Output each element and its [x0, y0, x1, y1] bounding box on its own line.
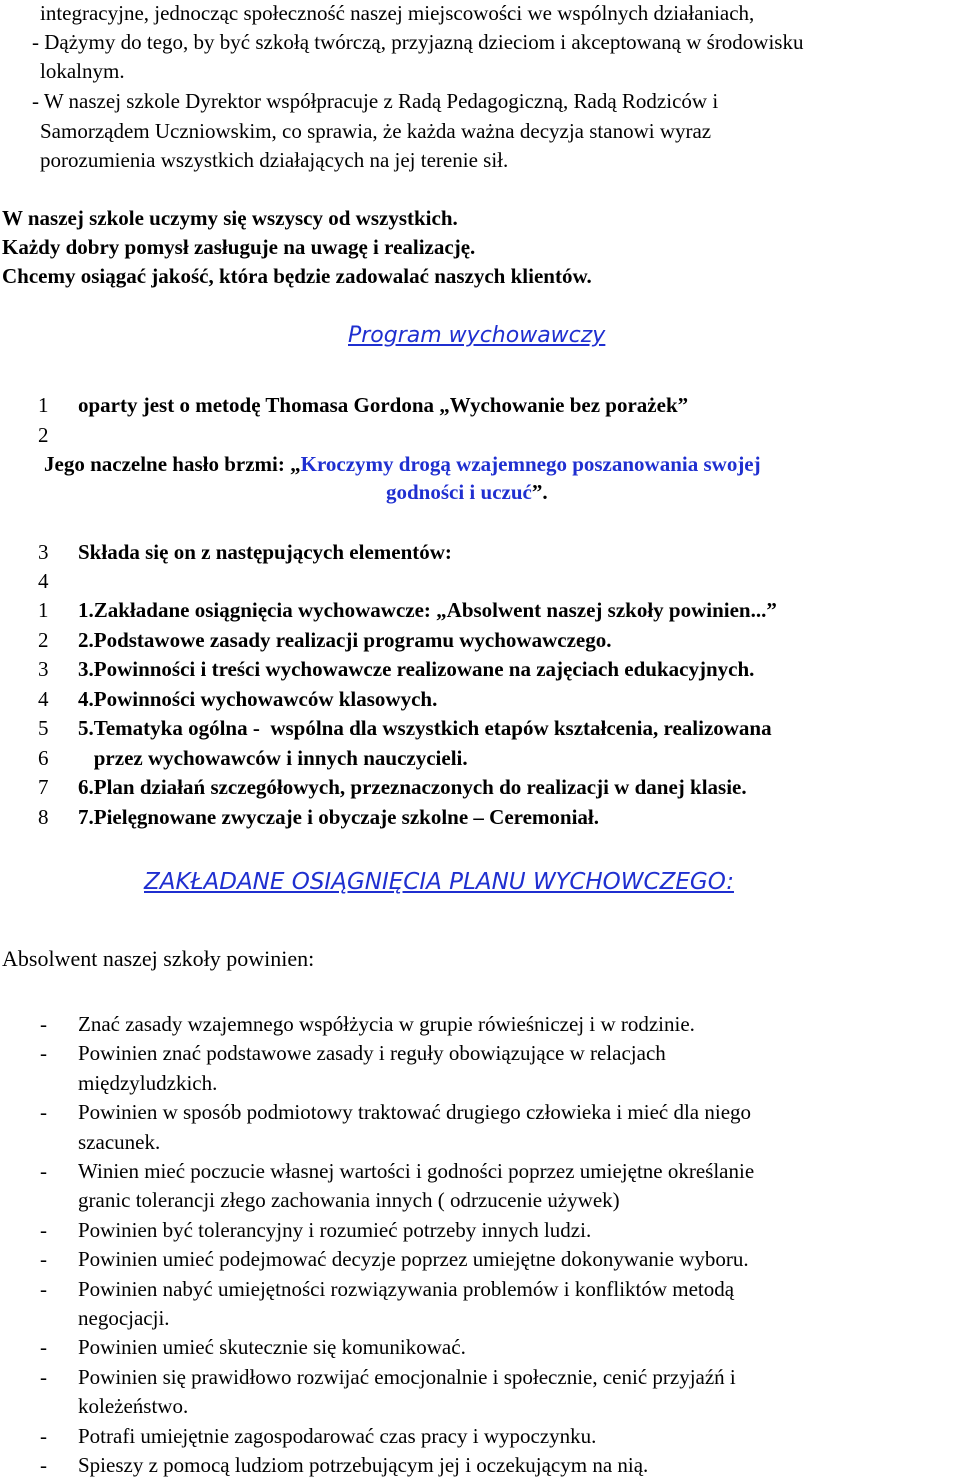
bullet-dash: -	[40, 1365, 47, 1389]
line-number: 6	[38, 746, 49, 770]
intro-line: porozumienia wszystkich działających na jej terenie sił.	[40, 148, 509, 172]
bullet-text-continuation: szacunek.	[78, 1130, 161, 1154]
line-number: 7	[38, 775, 49, 799]
motto-line: W naszej szkole uczymy się wszyscy od wszystkich.	[2, 206, 458, 230]
bullet-dash: -	[40, 1159, 47, 1183]
bullet-dash: -	[40, 1277, 47, 1301]
bullet-text: Potrafi umiejętnie zagospodarować czas pracy i wypoczynku.	[78, 1424, 597, 1448]
intro-line: integracyjne, jednocząc społeczność naszej miejscowości we wspólnych działaniach,	[40, 1, 755, 25]
program-item: 2.Podstawowe zasady realizacji programu wychowawczego.	[78, 628, 612, 652]
bullet-text: Spieszy z pomocą ludziom potrzebującym jej i oczekującym na nią.	[78, 1453, 649, 1477]
line-number: 4	[38, 569, 49, 593]
motto-line: Każdy dobry pomysł zasługuje na uwagę i realizację.	[2, 235, 476, 259]
bullet-dash: -	[40, 1335, 47, 1359]
bullet-dash: -	[40, 1424, 47, 1448]
program-line: oparty jest o metodę Thomasa Gordona „Wychowanie bez porażek”	[78, 393, 689, 417]
bullet-dash: -	[40, 1041, 47, 1065]
program-item: 4.Powinności wychowawców klasowych.	[78, 687, 438, 711]
intro-line: Samorządem Uczniowskim, co sprawia, że każda ważna decyzja stanowi wyraz	[40, 119, 712, 143]
bullet-dash: -	[40, 1100, 47, 1124]
bullet-text: Powinien znać podstawowe zasady i reguły obowiązujące w relacjach	[78, 1041, 666, 1065]
program-item: przez wychowawców i innych nauczycieli.	[78, 746, 468, 770]
bullet-text: Powinien w sposób podmiotowy traktować drugiego człowieka i mieć dla niego	[78, 1100, 752, 1124]
bullet-dash: -	[40, 1218, 47, 1242]
bullet-text: Znać zasady wzajemnego współżycia w grupie rówieśniczej i w rodzinie.	[78, 1012, 695, 1036]
intro-line: lokalnym.	[40, 59, 125, 83]
motto-prefix: Jego naczelne hasło brzmi: „	[44, 452, 301, 476]
line-number: 8	[38, 805, 49, 829]
line-number: 5	[38, 716, 49, 740]
program-item: 7.Pielęgnowane zwyczaje i obyczaje szkolne – Ceremoniał.	[78, 805, 599, 829]
line-number: 4	[38, 687, 49, 711]
motto-line: Chcemy osiągać jakość, która będzie zadowalać naszych klientów.	[2, 264, 592, 288]
bullet-dash: -	[40, 1247, 47, 1271]
bullet-text: Powinien umieć skutecznie się komunikować.	[78, 1335, 466, 1359]
bullet-text-continuation: granic tolerancji złego zachowania innych ( odrzucenie używek)	[78, 1188, 620, 1212]
plan-title: ZAKŁADANE OSIĄGNIĘCIA PLANU WYCHOWCZEGO:	[144, 869, 734, 895]
bullet-text: Winien mieć poczucie własnej wartości i godności poprzez umiejętne określanie	[78, 1159, 755, 1183]
program-item: 5.Tematyka ogólna - wspólna dla wszystkich etapów kształcenia, realizowana	[78, 716, 772, 740]
motto-end: ”.	[531, 480, 548, 504]
motto-highlight-cont: godności i uczuć	[386, 480, 532, 504]
line-number: 3	[38, 540, 49, 564]
bullet-text: Powinien nabyć umiejętności rozwiązywania problemów i konfliktów metodą	[78, 1277, 735, 1301]
line-number: 2	[38, 628, 49, 652]
bullet-text: Powinien być tolerancyjny i rozumieć potrzeby innych ludzi.	[78, 1218, 592, 1242]
program-item: 1.Zakładane osiągnięcia wychowawcze: „Absolwent naszej szkoły powinien...”	[78, 598, 777, 622]
intro-line: - W naszej szkole Dyrektor współpracuje z Radą Pedagogiczną, Radą Rodziców i	[32, 89, 719, 113]
motto-highlight: Kroczymy drogą wzajemnego poszanowania swojej	[300, 452, 761, 476]
program-motto-cont	[386, 479, 548, 505]
bullet-text-continuation: negocjacji.	[78, 1306, 170, 1330]
program-item: 3.Powinności i treści wychowawcze realizowane na zajęciach edukacyjnych.	[78, 657, 755, 681]
line-number: 1	[38, 393, 49, 417]
bullet-dash: -	[40, 1012, 47, 1036]
program-motto-line	[44, 451, 761, 477]
bullet-text: Powinien umieć podejmować decyzje poprzez umiejętne dokonywanie wyboru.	[78, 1247, 749, 1271]
intro-line: - Dążymy do tego, by być szkołą twórczą, przyjazną dzieciom i akceptowaną w środowisku	[32, 30, 804, 54]
program-title: Program wychowawczy	[348, 323, 606, 348]
bullet-dash: -	[40, 1453, 47, 1477]
line-number: 3	[38, 657, 49, 681]
line-number: 1	[38, 598, 49, 622]
plan-subtitle: Absolwent naszej szkoły powinien:	[2, 946, 315, 971]
bullet-text: Powinien się prawidłowo rozwijać emocjonalnie i społecznie, cenić przyjaźń i	[78, 1365, 736, 1389]
program-line: Składa się on z następujących elementów:	[78, 540, 452, 564]
line-number: 2	[38, 423, 49, 447]
bullet-text-continuation: międzyludzkich.	[78, 1071, 218, 1095]
program-item: 6.Plan działań szczegółowych, przeznaczonych do realizacji w danej klasie.	[78, 775, 747, 799]
bullet-text-continuation: koleżeństwo.	[78, 1394, 189, 1418]
